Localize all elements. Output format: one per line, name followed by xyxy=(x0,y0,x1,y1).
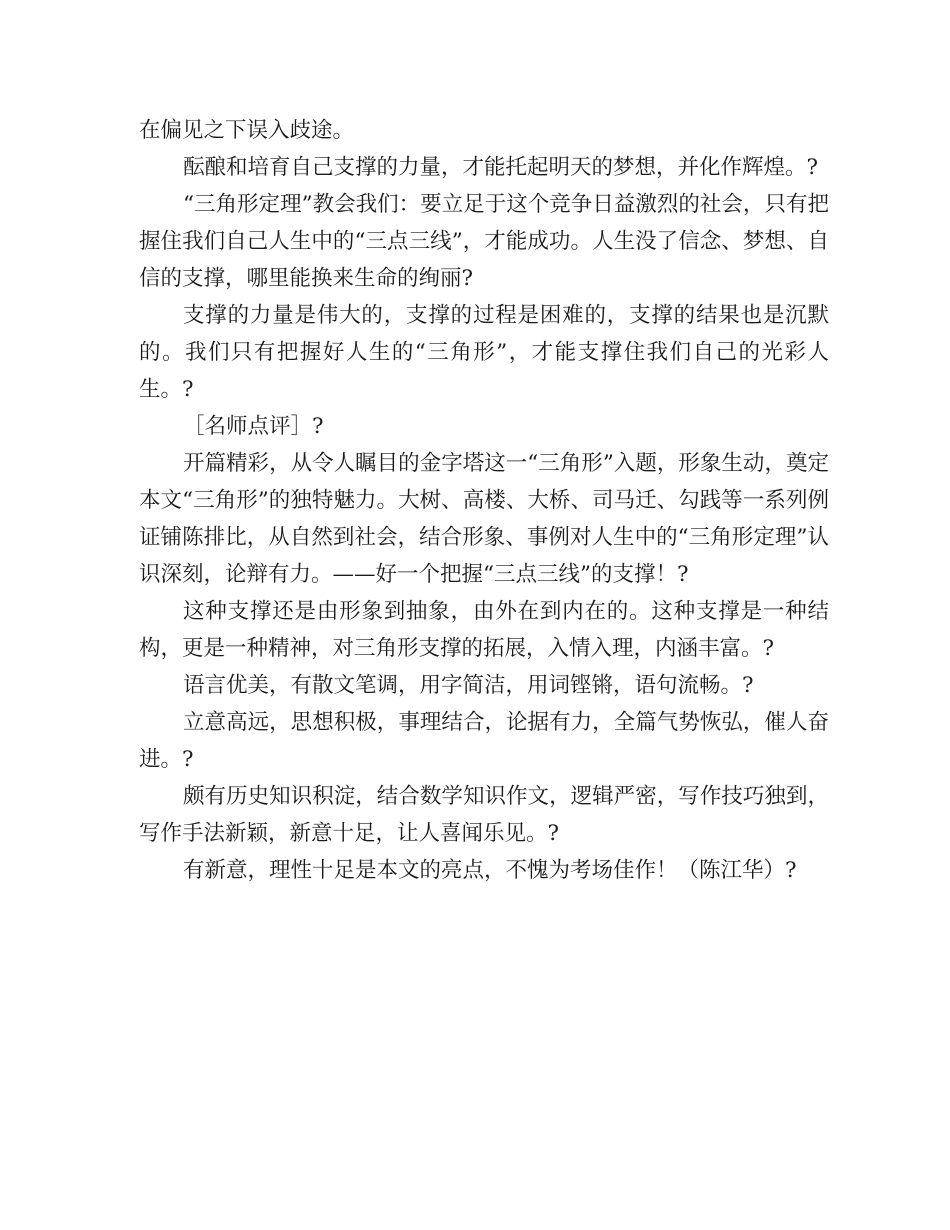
paragraph-comment-opening: 开篇精彩，从令人瞩目的金字塔这一“三角形”入题，形象生动，奠定本文“三角形”的独特魅力。大树、高楼、大桥、司马迁、勾践等一系列例证铺陈排比，从自然到社会，结合形象、事例对人生中的“三角形定理”认识深刻，论辩有力。——好一个把握“三点三线”的支撑！? xyxy=(139,451,829,587)
paragraph-continuation: 在偏见之下误入歧途。 xyxy=(139,118,355,143)
paragraph-comment-conclusion: 有新意，理性十足是本文的亮点，不愧为考场佳作！（陈江华）? xyxy=(183,858,797,883)
document-body xyxy=(139,112,829,889)
section-heading-teacher-comment: ［名师点评］? xyxy=(183,414,324,439)
paragraph-strength: 酝酿和培育自己支撑的力量，才能托起明天的梦想，并化作辉煌。? xyxy=(183,155,819,180)
paragraph-comment-structure: 这种支撑还是由形象到抽象，由外在到内在的。这种支撑是一种结构，更是一种精神，对三角形支撑的拓展，入情入理，内涵丰富。? xyxy=(139,599,829,661)
paragraph-comment-knowledge: 颇有历史知识积淀，结合数学知识作文，逻辑严密，写作技巧独到，写作手法新颖，新意十足，让人喜闻乐见。? xyxy=(139,784,829,846)
paragraph-comment-theme: 立意高远，思想积极，事理结合，论据有力，全篇气势恢弘，催人奋进。? xyxy=(139,710,829,772)
paragraph-comment-language: 语言优美，有散文笔调，用字简洁，用词铿锵，语句流畅。? xyxy=(183,673,754,698)
paragraph-support-power: 支撑的力量是伟大的，支撑的过程是困难的，支撑的结果也是沉默的。我们只有把握好人生的“三角形”，才能支撑住我们自己的光彩人生。? xyxy=(139,303,829,402)
paragraph-triangle-theorem: “三角形定理”教会我们：要立足于这个竞争日益激烈的社会，只有把握住我们自己人生中的“三点三线”，才能成功。人生没了信念、梦想、自信的支撑，哪里能换来生命的绚丽? xyxy=(139,192,829,291)
